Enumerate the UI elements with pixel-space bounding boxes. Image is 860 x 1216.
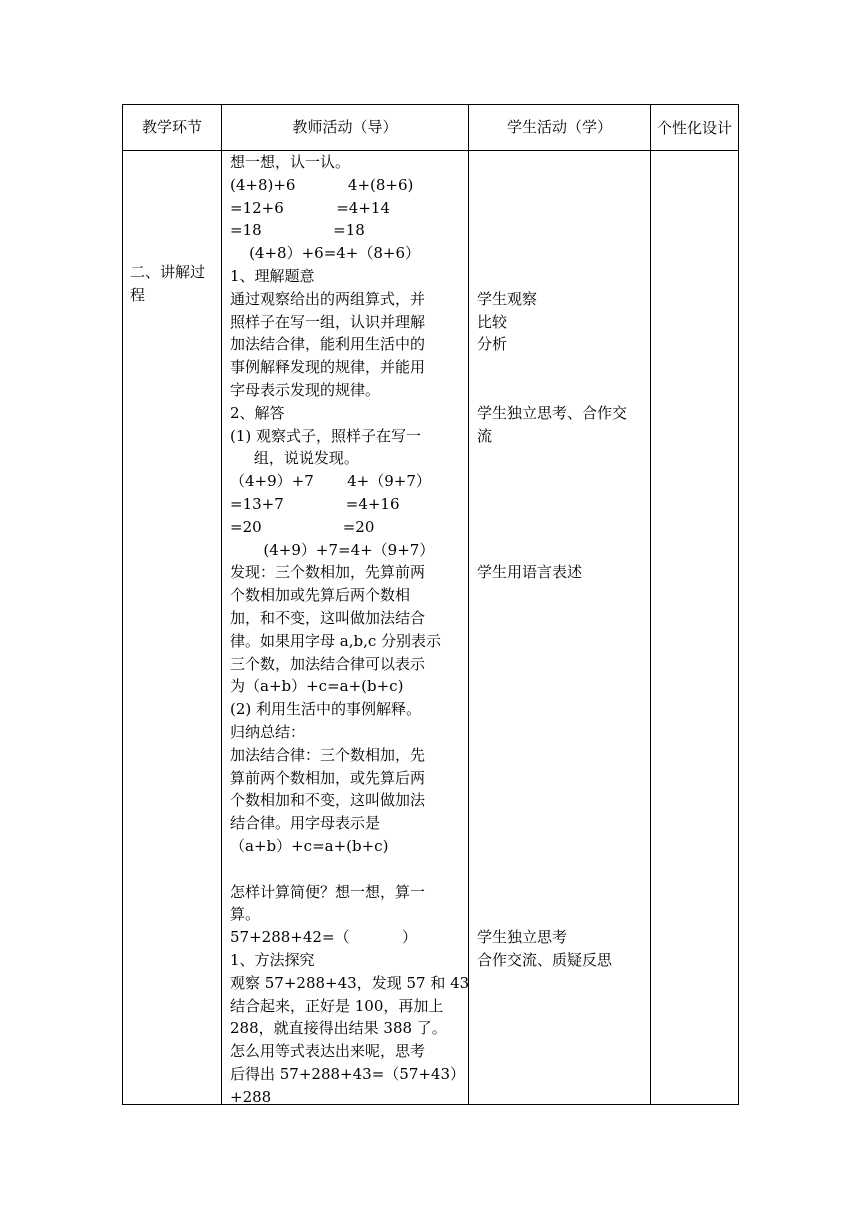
header-teacher-activity: 教师活动（导） [222, 105, 469, 151]
student-note: 合作交流、质疑反思 [477, 951, 613, 969]
teacher-line: 发现：三个数相加，先算前两 [230, 563, 426, 582]
student-note: 分析 [477, 335, 508, 354]
teacher-line: 组，说说发现。 [230, 449, 359, 468]
teacher-line: 为（a+b）+c=a+(b+c) [230, 677, 404, 696]
student-note: 学生观察 [477, 289, 538, 308]
teacher-line: 字母表示发现的规律。 [230, 381, 381, 399]
student-note: 流 [477, 426, 493, 445]
teacher-line: 后得出 57+288+43=（57+43） [230, 1065, 466, 1083]
teacher-line: 归纳总结： [230, 723, 306, 741]
header-stage: 教学环节 [123, 105, 222, 151]
table-header-row [123, 105, 739, 151]
teacher-line: （4+9）+7 4+（9+7） [230, 472, 431, 491]
teacher-line: =20 =20 [230, 517, 375, 536]
teacher-activity-cell [222, 151, 469, 1105]
teacher-line: (4+8)+6 4+(8+6) [230, 175, 414, 194]
teacher-line: =18 =18 [230, 221, 365, 240]
table-body-row [123, 151, 739, 1105]
teacher-line: 照样子在写一组，认识并理解 [230, 312, 426, 331]
personalized-design-cell [651, 151, 739, 1105]
teacher-line: 律。如果用字母 a,b,c 分别表示 [230, 631, 442, 650]
teacher-line: 通过观察给出的两组算式，并 [230, 289, 426, 308]
teacher-line: 加，和不变，这叫做加法结合 [230, 609, 426, 627]
header-student-activity: 学生活动（学） [469, 105, 651, 151]
teacher-line: 算。 [230, 905, 261, 924]
teacher-line: 结合律。用字母表示是 [230, 814, 381, 833]
stage-label: 二、讲解过程 [130, 263, 206, 304]
teacher-line: (4+9）+7=4+（9+7） [230, 540, 435, 559]
teacher-line: =12+6 =4+14 [230, 198, 390, 217]
teacher-line: 个数相加和不变，这叫做加法 [230, 791, 426, 810]
teacher-line: 2、解答 [230, 403, 285, 422]
student-activity-cell [469, 151, 651, 1105]
student-note: 学生用语言表述 [477, 563, 583, 582]
student-note: 比较 [477, 312, 508, 331]
teacher-line: 怎么用等式表达出来呢，思考 [230, 1042, 426, 1061]
teacher-line: =13+7 =4+16 [230, 495, 400, 513]
student-note: 学生独立思考 [477, 928, 568, 947]
teacher-line: 事例解释发现的规律，并能用 [230, 358, 426, 377]
teacher-line: 288，就直接得出结果 388 了。 [230, 1019, 447, 1038]
teacher-line: 个数相加或先算后两个数相 [230, 586, 411, 605]
teacher-line: （a+b）+c=a+(b+c) [230, 837, 389, 855]
header-personalized-design: 个性化设计 [651, 105, 739, 151]
teacher-line: 观察 57+288+43，发现 57 和 43 [230, 973, 470, 992]
student-note: 学生独立思考、合作交 [477, 403, 628, 422]
teacher-line: 想一想，认一认。 [230, 153, 351, 171]
teacher-line: +288 [230, 1087, 272, 1106]
teacher-line: 结合起来，正好是 100，再加上 [230, 996, 444, 1015]
teacher-line: 怎样计算简便？想一想，算一 [230, 882, 426, 901]
teacher-line: 加法结合律，能利用生活中的 [230, 335, 426, 354]
teacher-line: (1) 观察式子，照样子在写一 [230, 426, 422, 445]
stage-cell [123, 151, 222, 1105]
teacher-line: (2) 利用生活中的事例解释。 [230, 700, 422, 719]
teacher-line: 57+288+42=（ ） [230, 928, 417, 947]
teacher-line: 1、理解题意 [230, 267, 315, 285]
teacher-line: (4+8）+6=4+（8+6） [230, 244, 421, 263]
teacher-line: 加法结合律：三个数相加，先 [230, 745, 426, 764]
teacher-line: 三个数，加法结合律可以表示 [230, 654, 426, 673]
teacher-line: 算前两个数相加，或先算后两 [230, 768, 426, 787]
lesson-plan-table [122, 104, 739, 1105]
teacher-line: 1、方法探究 [230, 951, 315, 969]
